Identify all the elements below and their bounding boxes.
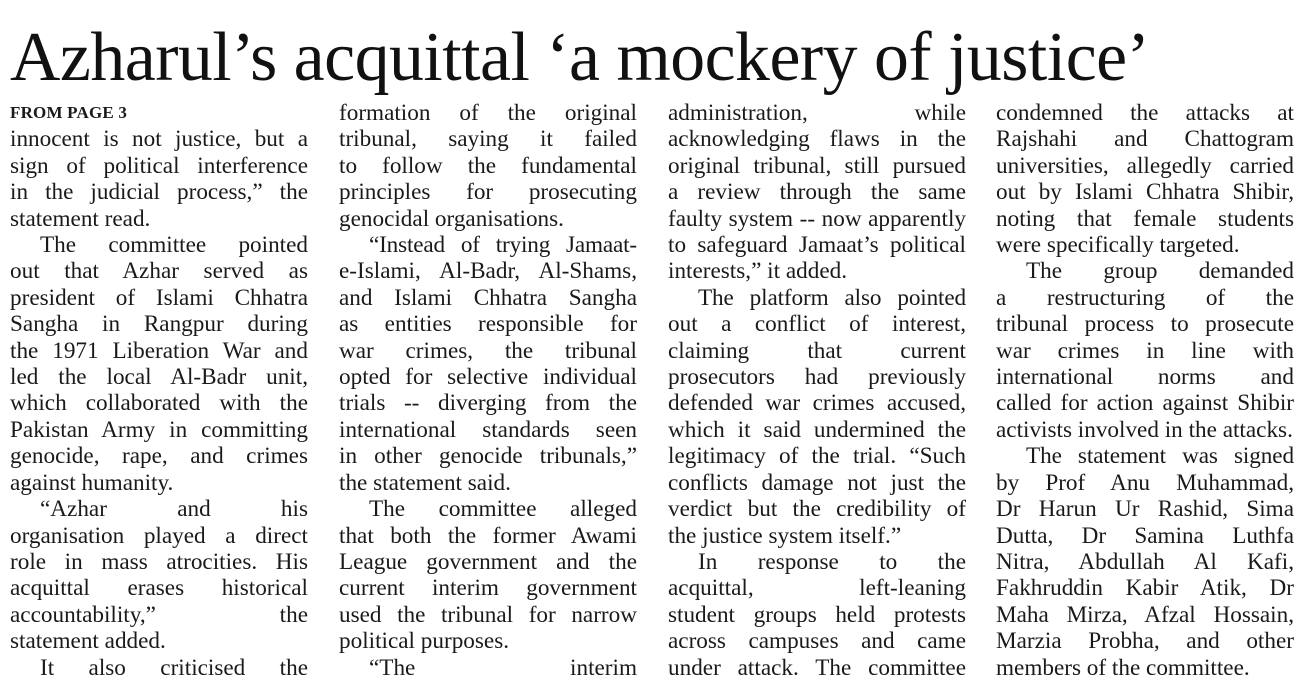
article-line: were specifically targeted. [996,232,1240,259]
article-line: war crimes in line with [996,337,1294,364]
article-line: formation of the original [339,100,637,126]
article-line: organisation played a direct [10,522,308,549]
article-line: statement added. [10,628,166,655]
article-line: activists involved in the attacks. [996,416,1293,443]
article-line: genocidal organisations. [339,205,564,232]
article-line: Fakhruddin Kabir Atik, Dr [996,575,1294,602]
article-line: genocide, rape, and crimes [10,443,308,470]
article-line: in other genocide tribunals,” [339,443,637,470]
article-line: and Islami Chhatra Sangha [339,284,637,311]
article-line: to follow the fundamental [339,152,637,179]
article-column-3 [668,100,966,681]
article-line: against humanity. [10,469,174,496]
article-line: Nitra, Abdullah Al Kafi, [996,548,1294,575]
article-column-4 [996,100,1294,681]
article-line: Pakistan Army in committing [10,416,308,443]
article-line: role in mass atrocities. His [10,548,308,575]
article-line: “Instead of trying Jamaat- [369,232,637,259]
article-line: international standards seen [339,416,637,443]
article-line: the justice system itself.” [668,522,902,549]
article-line: original tribunal, still pursued [668,152,966,179]
article-line: Rajshahi and Chattogram [996,126,1294,153]
article-line: Maha Mirza, Afzal Hossain, [996,601,1294,628]
article-line: tribunal process to prosecute [996,311,1294,338]
article-line: The group demanded [1026,258,1294,285]
article-line: used the tribunal for narrow [339,601,637,628]
article-line: student groups held protests [668,601,966,628]
article-line: The committee pointed [40,232,308,259]
article-line: by Prof Anu Muhammad, [996,469,1294,496]
continuation-kicker: FROM PAGE 3 [10,103,128,122]
article-line: The platform also pointed [698,284,966,311]
article-line: the statement said. [339,469,511,496]
article-line: current interim government [339,575,637,602]
article-line: to safeguard Jamaat’s political [668,232,966,259]
article-line: members of the committee. [996,654,1250,681]
article-line: League government and the [339,548,637,575]
article-line: Dr Harun Ur Rashid, Sima [996,496,1294,523]
article-column-1 [10,100,308,681]
article-line: tribunal, saying it failed [339,126,637,153]
article-line: faulty system -- now apparently [668,205,966,232]
headline: Azharul’s acquittal ‘a mockery of justice’ [10,19,1150,96]
article-line: legitimacy of the trial. “Such [668,443,966,470]
article-line: principles for prosecuting [339,179,637,206]
article-line: The committee alleged [369,496,637,523]
article-line: innocent is not justice, but a [10,126,308,153]
article-line: out that Azhar served as [10,258,308,285]
article-line: Dutta, Dr Samina Luthfa [996,522,1294,549]
article-line: political purposes. [339,628,510,655]
article-line: noting that female students [996,205,1294,232]
article-line: interests,” it added. [668,258,848,285]
article-line: defended war crimes accused, [668,390,966,417]
article-line: called for action against Shibir [996,390,1294,417]
article-line: trials -- diverging from the [339,390,637,417]
article-line: Sangha in Rangpur during [10,311,308,338]
article-line: which collaborated with the [10,390,308,417]
article-line: The statement was signed [1026,443,1294,470]
article-line: sign of political interference [10,152,308,179]
article-line: president of Islami Chhatra [10,284,308,311]
article-line: under attack. The committee [668,654,966,681]
article-column-2 [339,100,637,681]
article-line: accountability,” the [10,601,308,628]
article-line: led the local Al-Badr unit, [10,364,308,391]
article-line: Marzia Probha, and other [996,628,1294,655]
article-line: acknowledging flaws in the [668,126,966,153]
article-line: opted for selective individual [339,364,637,391]
article-line: “Azhar and his [40,496,308,523]
article-line: “The interim [369,654,637,681]
article-line: It also criticised the [40,654,308,681]
article-line: statement read. [10,205,151,232]
article-line: conflicts damage not just the [668,469,966,496]
article-line: acquittal, left-leaning [668,575,966,602]
article-line: e-Islami, Al-Badr, Al-Shams, [339,258,637,285]
article-line: that both the former Awami [339,522,637,549]
article-line: out a conflict of interest, [668,311,966,338]
article-line: war crimes, the tribunal [339,337,637,364]
article-line: prosecutors had previously [668,364,966,391]
article-line: in the judicial process,” the [10,179,308,206]
article-line: administration, while [668,100,966,126]
article-line: out by Islami Chhatra Shibir, [996,179,1294,206]
article-line: condemned the attacks at [996,100,1294,126]
article-line: In response to the [698,548,966,575]
article-line: a review through the same [668,179,966,206]
article-line: which it said undermined the [668,416,966,443]
article-line: international norms and [996,364,1294,391]
article-line: claiming that current [668,337,966,364]
article-line: universities, allegedly carried [996,152,1294,179]
article-line: across campuses and came [668,628,966,655]
article-line: as entities responsible for [339,311,637,338]
article-line: verdict but the credibility of [668,496,966,523]
article-line: a restructuring of the [996,284,1294,311]
article-line: acquittal erases historical [10,575,308,602]
article-line: the 1971 Liberation War and [10,337,308,364]
